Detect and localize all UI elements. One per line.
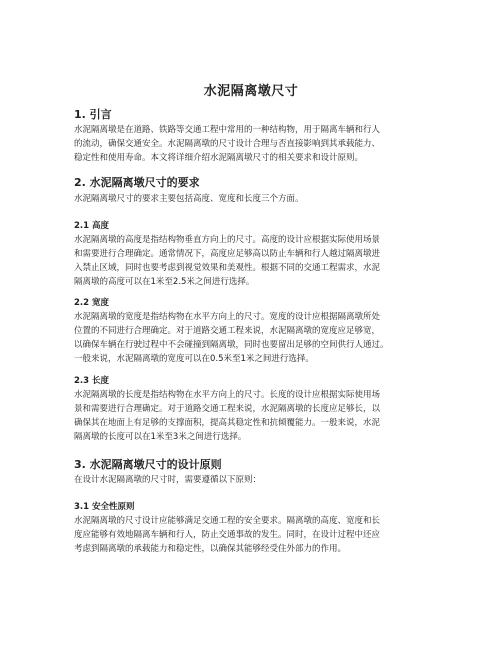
- section-heading-principles: 3. 水泥隔离墩尺寸的设计原则: [74, 458, 222, 471]
- paragraph-length: 水泥隔离墩的长度是指结构物在水平方向上的尺寸。长度的设计应根据实际使用场 景和需要进行合理确定。对于道路交通工程来说，水泥隔离墩的长度应足够长，以 确保其在地面上有足够的支撑面积，提高其稳定性和抗倾覆能力。一般来说，水泥 隔离墩的长度可以在1米至3米之间进行选择。: [74, 390, 381, 442]
- subsection-heading-length: 2.3 长度: [74, 376, 110, 386]
- paragraph-principles-intro: 在设计水泥隔离墩的尺寸时，需要遵循以下原则：: [74, 475, 262, 485]
- subsection-heading-safety: 3.1 安全性原则: [74, 502, 135, 512]
- subsection-heading-width: 2.2 宽度: [74, 298, 110, 308]
- paragraph-intro: 水泥隔离墩是在道路、铁路等交通工程中常用的一种结构物，用于隔离车辆和行人 的流动，确保交通安全。水泥隔离墩的尺寸设计合理与否直接影响到其承载能力、 稳定性和使用寿命。本文将详细介绍水泥隔离墩尺寸的相关要求和设计原则。: [74, 125, 381, 163]
- section-heading-intro: 1. 引言: [74, 108, 112, 121]
- section-heading-requirements: 2. 水泥隔离墩尺寸的要求: [74, 176, 200, 189]
- paragraph-safety: 水泥隔离墩的尺寸设计应能够满足交通工程的安全要求。隔离墩的高度、宽度和长 度应能够有效地隔离车辆和行人，防止交通事故的发生。同时，在设计过程中还应 考虑到隔离墩的承载能力和稳定性，以确保其能够经受住外部力的作用。: [74, 516, 381, 554]
- document-title: 水泥隔离墩尺寸: [203, 84, 299, 99]
- paragraph-width: 水泥隔离墩的宽度是指结构物在水平方向上的尺寸。宽度的设计应根据隔离墩所处 位置的不同进行合理确定。对于道路交通工程来说，水泥隔离墩的宽度应足够宽， 以确保车辆在行驶过程中不会碰撞到隔离墩，同时也要留出足够的空间供行人通过。 一般来说，水泥隔离墩的宽度可以在0.5米至1米之间进行选择。: [74, 312, 389, 364]
- paragraph-requirements-intro: 水泥隔离墩尺寸的要求主要包括高度、宽度和长度三个方面。: [74, 194, 304, 204]
- subsection-heading-height: 2.1 高度: [74, 221, 110, 231]
- paragraph-height: 水泥隔离墩的高度是指结构物垂直方向上的尺寸。高度的设计应根据实际使用场景 和需要进行合理确定。通常情况下，高度应足够高以防止车辆和行人越过隔离墩进 入禁止区域，同时也要考虑到视觉效果和美观性。根据不同的交通工程需求，水泥 隔离墩的高度可以在1米至2.5米之间进行选择。: [74, 235, 381, 287]
